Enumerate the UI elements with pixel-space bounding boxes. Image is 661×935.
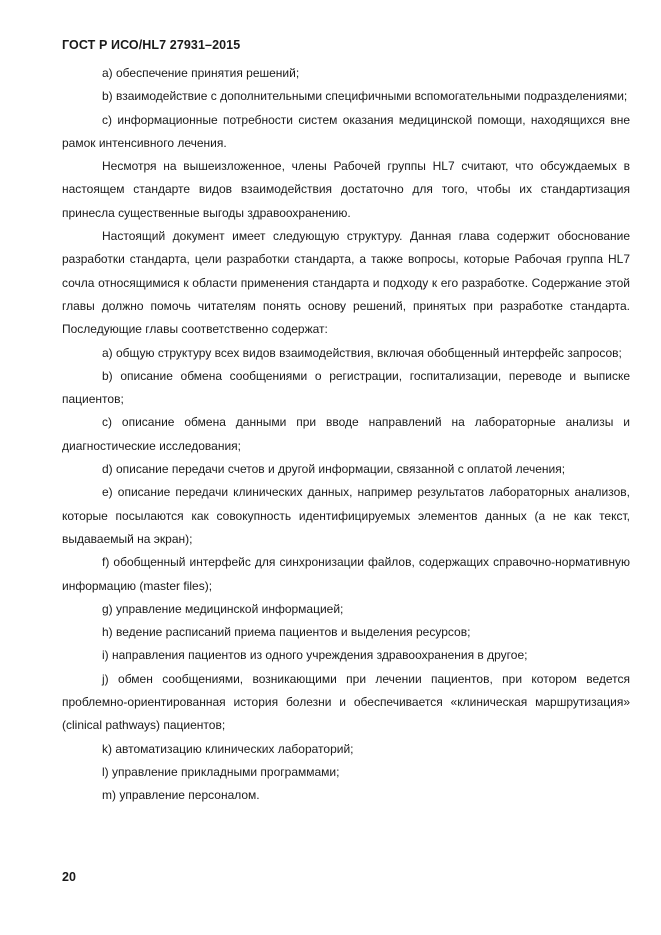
paragraph-list-item-d: d) описание передачи счетов и другой информации, связанной с оплатой лечения; (102, 462, 566, 477)
paragraph-list-item-h: h) ведение расписаний приема пациентов и выделения ресурсов; (102, 625, 471, 640)
paragraph-list-item-f: f) обобщенный интерфейс для синхронизации файлов, содержащих справочно-нормативную информацию (master files); (62, 555, 630, 593)
paragraph-list-item-c: c) информационные потребности систем оказания медицинской помощи, находящихся вне рамок интенсивного лечения. (62, 112, 630, 150)
document-body (62, 62, 630, 808)
paragraph-list-item-i: i) направления пациентов из одного учреждения здравоохранения в другое; (102, 648, 528, 663)
paragraph-list-item-j: j) обмен сообщениями, возникающими при лечении пациентов, при котором ведется проблемно-ориентированная история болезни и обеспечивается «клиническая маршрутизация» (clinical pathways) пациентов; (62, 671, 630, 733)
paragraph-body: Настоящий документ имеет следующую структуру. Данная глава содержит обоснование разработки стандарта, цели разработки стандарта, а также вопросы, которые Рабочая группа HL7 сочла относящимися к области применения стандарта и подходу к его разработке. Содержание этой главы должно помочь читателям понять основу решений, принятых при разработке стандарта. Последующие главы соответственно содержат: (62, 229, 630, 337)
paragraph-body: Несмотря на вышеизложенное, члены Рабочей группы HL7 считают, что обсуждаемых в настоящем стандарте видов взаимодействия достаточно для того, чтобы их стандартизация принесла существенные выгоды здравоохранению. (62, 159, 630, 220)
paragraph-list-item-b: b) взаимодействие с дополнительными специфичными вспомогательными подразделениями; (102, 89, 628, 104)
paragraph-list-item-b: b) описание обмена сообщениями о регистрации, госпитализации, переводе и выписке пациентов; (62, 368, 630, 407)
paragraph-list-item-l: l) управление прикладными программами; (102, 764, 340, 779)
page-number: 20 (62, 870, 76, 884)
paragraph-list-item-a: а) обеспечение принятия решений; (102, 66, 300, 80)
paragraph-list-item-m: m) управление персоналом. (102, 788, 260, 803)
paragraph-list-item-e: e) описание передачи клинических данных, например результатов лабораторных анализов, которые посылаются как совокупность идентифицируемых элементов данных (а не как текст, выдаваемый на экран); (62, 485, 630, 546)
paragraph-list-item-g: g) управление медицинской информацией; (102, 601, 344, 616)
document-code-header: ГОСТ Р ИСО/HL7 27931–2015 (62, 38, 241, 52)
paragraph-list-item-k: k) автоматизацию клинических лабораторий; (102, 741, 354, 756)
paragraph-list-item-a: a) общую структуру всех видов взаимодействия, включая обобщенный интерфейс запросов; (102, 345, 622, 360)
paragraph-list-item-c: c) описание обмена данными при вводе направлений на лабораторные анализы и диагностические исследования; (62, 415, 630, 453)
